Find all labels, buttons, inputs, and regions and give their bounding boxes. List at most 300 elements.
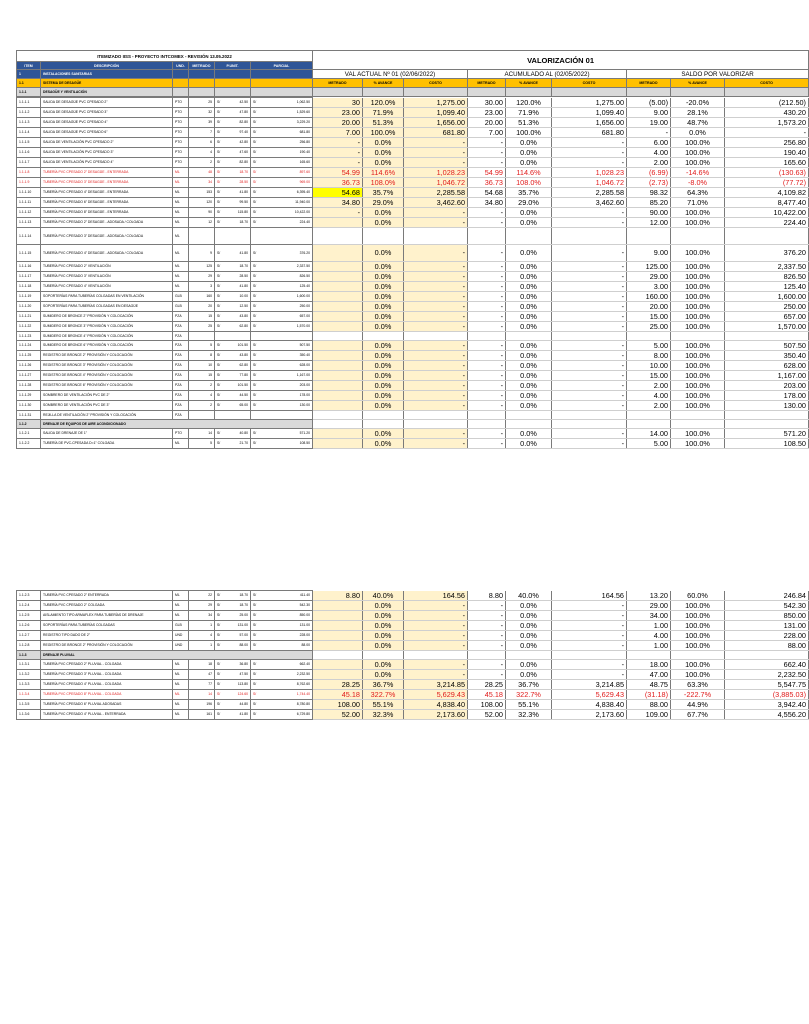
saldo-header: SALDO POR VALORIZAR — [627, 70, 809, 79]
item-description: TUBERÍA PVC CPESADO 3" PLUVIAL - COLGADA — [41, 669, 173, 679]
item-number: 1.1.2.8 — [17, 640, 41, 650]
empty-cell — [671, 650, 725, 659]
val-quantity: 8.80 — [313, 591, 363, 601]
item-number: 1.1.1.19 — [17, 291, 41, 301]
quantity: 4 — [189, 147, 215, 157]
saldo-cost — [725, 227, 809, 244]
saldo-cost: 662.40 — [725, 659, 809, 669]
unit-price — [215, 679, 251, 689]
item-description: AISLAMIENTO TIPO ARMAFLEX PARA TUBERÍAS DE DRENAJE — [41, 610, 173, 620]
val-cost: - — [404, 659, 468, 669]
acum-cost: 2,285.58 — [552, 187, 627, 197]
quantity: 125 — [189, 261, 215, 271]
unit: PTO — [173, 137, 189, 147]
unit-price — [215, 167, 251, 177]
unit-price — [215, 321, 251, 331]
item-number: 1.1.3.4 — [17, 689, 41, 699]
right-title: VALORIZACIÓN 01 — [313, 51, 809, 70]
saldo-quantity: 1.00 — [627, 640, 671, 650]
unit-price — [215, 669, 251, 679]
val-quantity: 36.73 — [313, 177, 363, 187]
currency-symbol: S/ — [253, 682, 257, 686]
item-number: 1.1.3 — [17, 650, 41, 659]
unit-price — [215, 291, 251, 301]
saldo-percent: 100.0% — [671, 147, 725, 157]
table-row — [17, 699, 809, 709]
unit-price-value: 97.40 — [239, 130, 248, 134]
item-description: TUBERÍA PVC CPESADO 2" COLGADA — [41, 600, 173, 610]
quantity: 90 — [189, 207, 215, 217]
column-header: METRADO — [468, 79, 506, 88]
acum-cost — [552, 227, 627, 244]
partial-value: 8,780.80 — [296, 702, 310, 706]
empty-cell — [251, 79, 313, 88]
quantity: 9 — [189, 244, 215, 261]
saldo-cost: 130.00 — [725, 400, 809, 410]
saldo-percent: 100.0% — [671, 157, 725, 167]
val-cost: 3,214.85 — [404, 679, 468, 689]
val-cost: - — [404, 281, 468, 291]
val-percent: 35.7% — [363, 187, 404, 197]
saldo-quantity: 9.00 — [627, 244, 671, 261]
saldo-quantity — [627, 410, 671, 419]
currency-symbol: S/ — [253, 324, 257, 328]
unit-price — [215, 340, 251, 350]
partial — [251, 227, 313, 244]
saldo-percent: 100.0% — [671, 438, 725, 448]
item-description: SALIDA DE VENTILACIÓN PVC CPESADO 3" — [41, 147, 173, 157]
val-percent: 0.0% — [363, 390, 404, 400]
table-row — [17, 244, 809, 261]
unit-price-value: 44.80 — [239, 702, 248, 706]
partial — [251, 301, 313, 311]
left-header-cell: DESCRIPCIÓN — [41, 62, 173, 70]
val-cost: - — [404, 321, 468, 331]
partial-value: 571.20 — [299, 431, 310, 435]
val-percent: 0.0% — [363, 380, 404, 390]
acum-cost: - — [552, 659, 627, 669]
acum-quantity: 45.18 — [468, 689, 506, 699]
acum-quantity: 108.00 — [468, 699, 506, 709]
unit: PZA — [173, 321, 189, 331]
empty-cell — [173, 88, 189, 97]
acum-cost — [552, 331, 627, 340]
table-row — [17, 311, 809, 321]
currency-symbol: S/ — [253, 160, 257, 164]
partial-value: 826.50 — [299, 274, 310, 278]
currency-symbol: S/ — [253, 304, 257, 308]
acum-cost: - — [552, 428, 627, 438]
saldo-quantity: (2.73) — [627, 177, 671, 187]
item-description: TUBERÍA PVC CPESADO 2" DESAGÜE - ENTERRADA — [41, 167, 173, 177]
saldo-cost — [725, 331, 809, 340]
acum-percent: 55.1% — [506, 699, 552, 709]
item-number: 1.1.1.7 — [17, 157, 41, 167]
item-number: 1.1.1.1 — [17, 98, 41, 108]
currency-symbol: S/ — [253, 613, 257, 617]
saldo-percent: 100.0% — [671, 659, 725, 669]
val-cost: - — [404, 311, 468, 321]
saldo-percent: 67.7% — [671, 709, 725, 719]
item-description: SOPORTERÍAS PARA TUBERÍAS COLGADAS — [41, 620, 173, 630]
currency-symbol: S/ — [217, 324, 221, 328]
saldo-cost: 178.00 — [725, 390, 809, 400]
item-description: TUBERÍA PVC CPESADO 4" DESAGÜE - ENTERRADA — [41, 187, 173, 197]
partial-value: 350.40 — [299, 353, 310, 357]
acum-quantity: - — [468, 620, 506, 630]
partial-value: 250.00 — [299, 304, 310, 308]
saldo-quantity: 18.00 — [627, 659, 671, 669]
unit-price-value: 18.70 — [239, 593, 248, 598]
item-description: INSTALACIONES SANITARIAS — [41, 70, 173, 79]
saldo-quantity: 3.00 — [627, 281, 671, 291]
quantity: 2 — [189, 400, 215, 410]
val-quantity — [313, 281, 363, 291]
currency-symbol: S/ — [217, 373, 221, 377]
unit-price-value: 88.00 — [239, 643, 248, 647]
quantity: 14 — [189, 689, 215, 699]
val-percent: 0.0% — [363, 281, 404, 291]
unit-price-value: 36.80 — [239, 662, 248, 666]
table-row — [17, 301, 809, 311]
empty-cell — [725, 419, 809, 428]
empty-cell — [506, 88, 552, 97]
partial — [251, 244, 313, 261]
column-header: % AVANCE — [506, 79, 552, 88]
item-description: TUBERÍA PVC CPESADO 8" PLUVIAL - COLGADA — [41, 689, 173, 699]
unit: PZA — [173, 380, 189, 390]
currency-symbol: S/ — [253, 603, 257, 607]
partial-value: 125.40 — [299, 284, 310, 288]
val-quantity — [313, 438, 363, 448]
val-quantity: 45.18 — [313, 689, 363, 699]
item-description: SUMIDERO DE BRONCE 2" PROVISIÓN Y COLOCACIÓN — [41, 311, 173, 321]
empty-cell — [215, 88, 251, 97]
saldo-quantity: 14.00 — [627, 428, 671, 438]
item-description: REGISTRO DE BRONCE 6" PROVISIÓN Y COLOCACIÓN — [41, 380, 173, 390]
val-percent: 55.1% — [363, 699, 404, 709]
item-number: 1.1.3.6 — [17, 709, 41, 719]
acum-percent: 29.0% — [506, 197, 552, 207]
item-number: 1.1.2.4 — [17, 600, 41, 610]
saldo-quantity: 48.75 — [627, 679, 671, 689]
currency-symbol: S/ — [217, 190, 221, 194]
unit-price — [215, 370, 251, 380]
item-number: 1.1.1.14 — [17, 227, 41, 244]
saldo-percent: 100.0% — [671, 350, 725, 360]
table-row — [17, 669, 809, 679]
unit-price-value: 10.00 — [239, 294, 248, 298]
acum-percent: 0.0% — [506, 438, 552, 448]
saldo-percent: 100.0% — [671, 360, 725, 370]
acum-quantity: - — [468, 370, 506, 380]
partial — [251, 699, 313, 709]
acum-cost: 1,028.23 — [552, 167, 627, 177]
val-cost: 1,046.72 — [404, 177, 468, 187]
unit-price-value: 25.00 — [239, 613, 248, 617]
currency-symbol: S/ — [253, 150, 257, 154]
saldo-quantity: 8.00 — [627, 350, 671, 360]
empty-cell — [251, 88, 313, 97]
currency-symbol: S/ — [253, 431, 257, 435]
unit: ML — [173, 227, 189, 244]
table-row — [17, 177, 809, 187]
table-row — [17, 591, 809, 601]
partial — [251, 321, 313, 331]
unit: ML — [173, 438, 189, 448]
partial — [251, 207, 313, 217]
unit-price — [215, 127, 251, 137]
saldo-quantity: 15.00 — [627, 311, 671, 321]
item-number: 1.1.2.6 — [17, 620, 41, 630]
saldo-percent: -20.0% — [671, 98, 725, 108]
acum-cost: - — [552, 311, 627, 321]
unit: ML — [173, 699, 189, 709]
val-cost: - — [404, 271, 468, 281]
acum-percent: 0.0% — [506, 271, 552, 281]
acum-cost: - — [552, 380, 627, 390]
acum-cost: - — [552, 137, 627, 147]
currency-symbol: S/ — [253, 623, 257, 627]
val-percent: 0.0% — [363, 207, 404, 217]
unit-price — [215, 197, 251, 207]
saldo-cost: 1,570.00 — [725, 321, 809, 331]
saldo-percent: 48.7% — [671, 117, 725, 127]
item-number: 1.1.3.5 — [17, 699, 41, 709]
acum-quantity: - — [468, 261, 506, 271]
saldo-percent — [671, 227, 725, 244]
unit-price — [215, 591, 251, 601]
saldo-percent: 100.0% — [671, 137, 725, 147]
item-number: 1.1.1.9 — [17, 177, 41, 187]
item-number: 1.1.1.11 — [17, 197, 41, 207]
partial-value: 108.50 — [299, 441, 310, 445]
quantity: 29 — [189, 271, 215, 281]
unit: ML — [173, 679, 189, 689]
quantity: 1 — [189, 640, 215, 650]
unit-price-value: 115.80 — [237, 210, 248, 214]
empty-cell — [173, 79, 189, 88]
partial-value: 11,940.00 — [295, 200, 310, 204]
saldo-cost — [725, 410, 809, 419]
item-description: TUBERÍA PVC CPESADO 4" DESAGÜE - ADOSADA / COLGADA — [41, 244, 173, 261]
val-cost: 2,173.60 — [404, 709, 468, 719]
acum-percent: 0.0% — [506, 610, 552, 620]
item-number: 1.1.2.1 — [17, 428, 41, 438]
saldo-cost: 1,573.20 — [725, 117, 809, 127]
val-percent: 36.7% — [363, 679, 404, 689]
acum-quantity: 8.80 — [468, 591, 506, 601]
unit-price-value: 44.50 — [239, 393, 248, 397]
unit-price-value: 18.70 — [239, 220, 248, 224]
partial-value: 1,600.00 — [296, 294, 310, 298]
item-number: 1.1.1.23 — [17, 331, 41, 340]
empty-cell — [468, 650, 506, 659]
partial — [251, 117, 313, 127]
acum-quantity: - — [468, 271, 506, 281]
quantity: 34 — [189, 610, 215, 620]
val-quantity — [313, 620, 363, 630]
partial — [251, 291, 313, 301]
saldo-cost: 125.40 — [725, 281, 809, 291]
saldo-quantity: 4.00 — [627, 147, 671, 157]
partial — [251, 127, 313, 137]
item-description: DRENAJE PLUVIAL — [41, 650, 313, 659]
item-description: TUBERÍA PVC CPESADO 2" PLUVIAL - COLGADA — [41, 659, 173, 669]
item-description: REGISTRO DE BRONCE 2" PROVISIÓN Y COLOCACIÓN — [41, 350, 173, 360]
unit: UND — [173, 630, 189, 640]
currency-symbol: S/ — [217, 633, 221, 637]
saldo-cost: 3,942.40 — [725, 699, 809, 709]
partial-value: 178.00 — [299, 393, 310, 397]
val-quantity — [313, 410, 363, 419]
acum-quantity: - — [468, 207, 506, 217]
acum-cost: - — [552, 291, 627, 301]
acum-percent: 0.0% — [506, 244, 552, 261]
currency-symbol: S/ — [217, 140, 221, 144]
val-quantity — [313, 321, 363, 331]
partial — [251, 400, 313, 410]
partial — [251, 591, 313, 601]
unit: GLB — [173, 301, 189, 311]
currency-symbol: S/ — [217, 343, 221, 347]
partial — [251, 187, 313, 197]
unit: PZA — [173, 340, 189, 350]
item-number: 1.1.1.22 — [17, 321, 41, 331]
acum-percent: 0.0% — [506, 669, 552, 679]
empty-cell — [313, 88, 363, 97]
unit: PZA — [173, 400, 189, 410]
saldo-cost: 228.00 — [725, 630, 809, 640]
saldo-cost: 5,547.75 — [725, 679, 809, 689]
quantity: 20 — [189, 301, 215, 311]
val-percent: 0.0% — [363, 157, 404, 167]
unit-price-value: 77.80 — [239, 373, 248, 377]
item-description: TUBERÍA PVC CPESADO 2" ENTERRADA — [41, 591, 173, 601]
val-percent: 322.7% — [363, 689, 404, 699]
partial-value: 6,395.40 — [296, 190, 310, 194]
saldo-percent: 100.0% — [671, 301, 725, 311]
val-quantity — [313, 640, 363, 650]
val-cost: - — [404, 207, 468, 217]
quantity: 1 — [189, 620, 215, 630]
partial — [251, 261, 313, 271]
unit-price-value: 40.80 — [239, 431, 248, 435]
unit-price — [215, 301, 251, 311]
currency-symbol: S/ — [217, 180, 221, 184]
saldo-quantity: (6.99) — [627, 167, 671, 177]
partial — [251, 630, 313, 640]
currency-symbol: S/ — [253, 373, 257, 377]
partial-value: 850.00 — [299, 613, 310, 617]
quantity: 5 — [189, 340, 215, 350]
item-description: TUBERÍA PVC CPESADO 4" PLUVIAL - COLGADA — [41, 679, 173, 689]
unit-price — [215, 227, 251, 244]
item-description: SALIDA DE DESAGÜE PVC CPESADO 4" — [41, 117, 173, 127]
acum-quantity: - — [468, 390, 506, 400]
partial — [251, 370, 313, 380]
item-number: 1.1.1.15 — [17, 244, 41, 261]
acum-percent: 0.0% — [506, 321, 552, 331]
item-description: TUBERÍA PVC CPESADO 6" PLUVIAL ADOSADAS — [41, 699, 173, 709]
acum-percent: 51.3% — [506, 117, 552, 127]
saldo-quantity: 98.32 — [627, 187, 671, 197]
partial — [251, 360, 313, 370]
saldo-quantity: (31.18) — [627, 689, 671, 699]
unit-price-value: 41.80 — [239, 190, 248, 194]
acum-cost: - — [552, 261, 627, 271]
acum-percent: 36.7% — [506, 679, 552, 689]
saldo-percent: 100.0% — [671, 271, 725, 281]
acum-percent: 0.0% — [506, 659, 552, 669]
quantity: 5 — [189, 438, 215, 448]
val-cost: 681.80 — [404, 127, 468, 137]
partial — [251, 217, 313, 227]
acum-percent: 0.0% — [506, 600, 552, 610]
currency-symbol: S/ — [253, 190, 257, 194]
saldo-percent: 60.0% — [671, 591, 725, 601]
acum-percent — [506, 410, 552, 419]
empty-cell — [627, 419, 671, 428]
acum-cost: - — [552, 620, 627, 630]
item-description: REJILLA DE VENTILACIÓN 2" PROVISIÓN Y COLOCACIÓN — [41, 410, 173, 419]
val-quantity — [313, 380, 363, 390]
acum-percent: 0.0% — [506, 360, 552, 370]
val-quantity: - — [313, 157, 363, 167]
val-cost: - — [404, 640, 468, 650]
currency-symbol: S/ — [217, 613, 221, 617]
left-header-cell: P.UNIT. — [215, 62, 251, 70]
acum-quantity: - — [468, 244, 506, 261]
unit: ML — [173, 659, 189, 669]
unit: PZA — [173, 331, 189, 340]
val-cost: - — [404, 147, 468, 157]
item-description: REGISTRO TIPO DADO DE 2" — [41, 630, 173, 640]
item-description: TUBERÍA PVC CPESADO 2" VENTILACIÓN — [41, 261, 173, 271]
acum-cost: - — [552, 669, 627, 679]
partial-value: 662.40 — [299, 662, 310, 666]
table-row — [17, 227, 809, 244]
unit: ML — [173, 261, 189, 271]
acum-quantity — [468, 227, 506, 244]
saldo-quantity: 29.00 — [627, 271, 671, 281]
val-cost: - — [404, 400, 468, 410]
partial — [251, 177, 313, 187]
empty-cell — [404, 419, 468, 428]
val-cost: - — [404, 244, 468, 261]
currency-symbol: S/ — [253, 633, 257, 637]
saldo-percent: 100.0% — [671, 630, 725, 640]
acum-percent: 0.0% — [506, 157, 552, 167]
quantity: 14 — [189, 428, 215, 438]
saldo-quantity: 4.00 — [627, 390, 671, 400]
acum-cost: 1,046.72 — [552, 177, 627, 187]
unit-price-value: 101.50 — [237, 383, 248, 387]
val-cost: 1,275.00 — [404, 98, 468, 108]
val-quantity — [313, 610, 363, 620]
val-quantity — [313, 227, 363, 244]
item-description: REGISTRO DE BRONCE 4" PROVISIÓN Y COLOCACIÓN — [41, 370, 173, 380]
acum-quantity: 52.00 — [468, 709, 506, 719]
val-percent: 0.0% — [363, 600, 404, 610]
quantity: 25 — [189, 321, 215, 331]
partial-value: 228.00 — [299, 633, 310, 637]
val-quantity: 108.00 — [313, 699, 363, 709]
currency-symbol: S/ — [217, 431, 221, 435]
acum-cost: - — [552, 244, 627, 261]
val-quantity: 34.80 — [313, 197, 363, 207]
partial — [251, 197, 313, 207]
